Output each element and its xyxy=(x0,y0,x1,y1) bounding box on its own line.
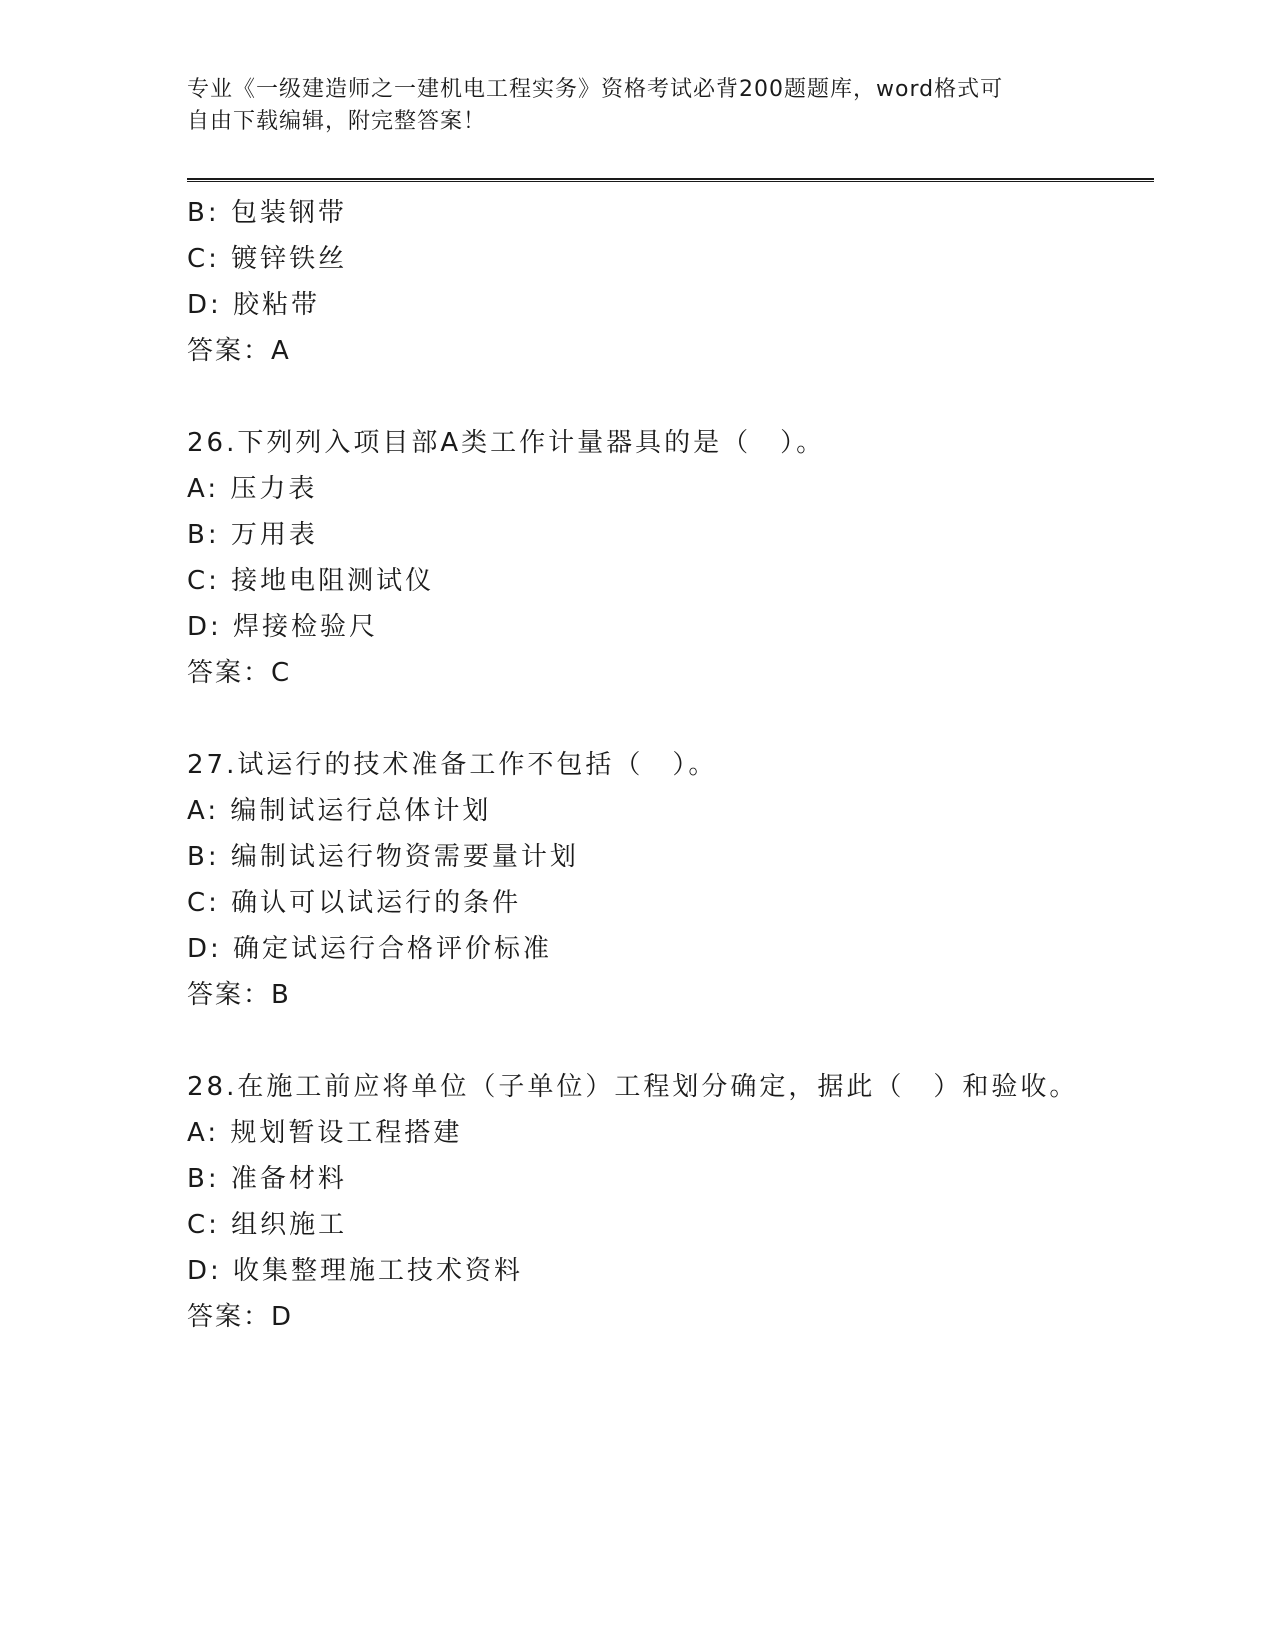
option-b: B: 编制试运行物资需要量计划 xyxy=(187,842,579,872)
spacer xyxy=(187,374,1147,420)
option-b: B: 准备材料 xyxy=(187,1164,347,1194)
option-c: C: 镀锌铁丝 xyxy=(187,244,348,274)
question-28 xyxy=(187,1064,1147,1340)
option-c: C: 确认可以试运行的条件 xyxy=(187,888,522,918)
answer-line: 答案：C xyxy=(187,658,292,688)
option-a: A: 规划暂设工程搭建 xyxy=(187,1118,463,1148)
option-c: C: 组织施工 xyxy=(187,1210,348,1240)
answer-line: 答案：B xyxy=(187,980,291,1010)
question-list xyxy=(187,190,1147,1340)
option-d: D: 确定试运行合格评价标准 xyxy=(187,934,553,964)
question-stem: 26.下列列入项目部A类工作计量器具的是（ ）。 xyxy=(187,428,826,458)
question-25-partial xyxy=(187,190,1147,374)
header-divider xyxy=(187,178,1154,182)
page-header xyxy=(187,74,1067,138)
option-a: A: 编制试运行总体计划 xyxy=(187,796,492,826)
answer-line: 答案：A xyxy=(187,336,291,366)
question-stem: 27.试运行的技术准备工作不包括（ ）。 xyxy=(187,750,718,780)
spacer xyxy=(187,696,1147,742)
question-stem: 28.在施工前应将单位（子单位）工程划分确定，据此（ ）和验收。 xyxy=(187,1072,1079,1102)
header-title-line-2: 自由下载编辑，附完整答案！ xyxy=(187,109,487,134)
option-d: D: 焊接检验尺 xyxy=(187,612,379,642)
option-d: D: 胶粘带 xyxy=(187,290,321,320)
spacer xyxy=(187,1018,1147,1064)
option-b: B: 万用表 xyxy=(187,520,318,550)
option-b: B: 包装钢带 xyxy=(187,198,347,228)
header-title-line-1: 专业《一级建造师之一建机电工程实务》资格考试必背200题题库，word格式可 xyxy=(187,77,1004,102)
option-d: D: 收集整理施工技术资料 xyxy=(187,1256,524,1286)
answer-line: 答案：D xyxy=(187,1302,294,1332)
option-c: C: 接地电阻测试仪 xyxy=(187,566,435,596)
option-a: A: 压力表 xyxy=(187,474,318,504)
question-26 xyxy=(187,420,1147,696)
question-27 xyxy=(187,742,1147,1018)
